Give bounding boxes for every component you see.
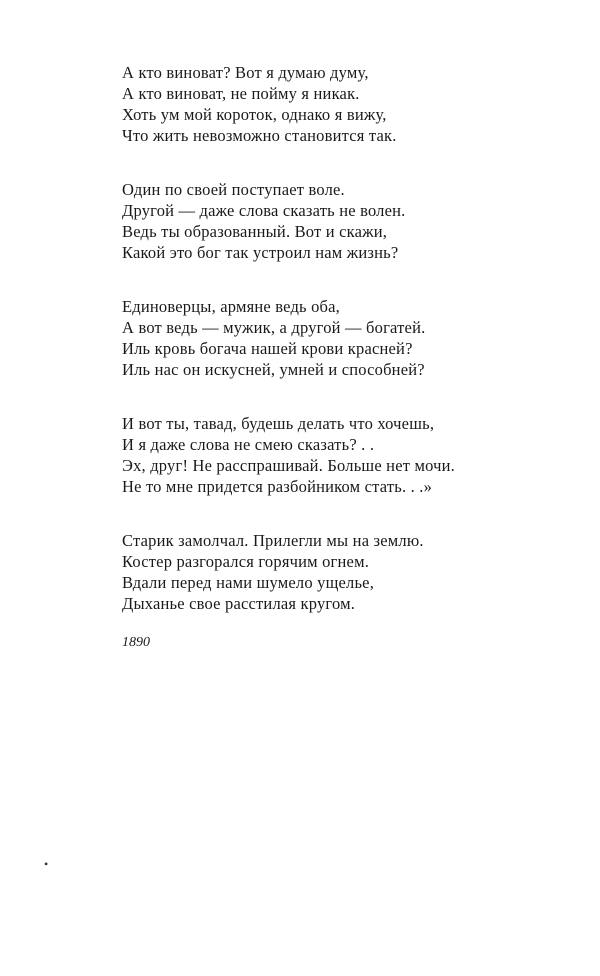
poem-line: И я даже слова не смею сказать? . .: [122, 435, 375, 454]
poem-line: Дыханье свое расстилая кругом.: [122, 594, 356, 613]
poem-line: Единоверцы, армяне ведь оба,: [122, 297, 340, 316]
poem-line: Другой — даже слова сказать не волен.: [122, 201, 406, 220]
stanza-2: [122, 179, 542, 263]
poem-line: Иль нас он искусней, умней и способней?: [122, 360, 425, 379]
stanza-3: [122, 296, 542, 380]
poem-line: А вот ведь — мужик, а другой — богатей.: [122, 318, 426, 337]
poem-line: Эх, друг! Не расспрашивай. Больше нет мочи.: [122, 456, 455, 475]
poem-line: Не то мне придется разбойником стать. . .»: [122, 477, 433, 496]
poem-line: Какой это бог так устроил нам жизнь?: [122, 243, 399, 262]
stanza-4: [122, 413, 542, 497]
poem: [122, 62, 542, 652]
poem-line: Ведь ты образованный. Вот и скажи,: [122, 222, 388, 241]
poem-line: Хоть ум мой короток, однако я вижу,: [122, 105, 387, 124]
poem-line: А кто виноват? Вот я думаю думу,: [122, 63, 369, 82]
stanza-1: [122, 62, 542, 146]
corner-mark: •: [44, 857, 49, 871]
poem-line: Один по своей поступает воле.: [122, 180, 345, 199]
poem-year: 1890: [122, 635, 150, 650]
poem-line: Старик замолчал. Прилегли мы на землю.: [122, 531, 424, 550]
poem-line: Иль кровь богача нашей крови красней?: [122, 339, 413, 358]
poem-line: Что жить невозможно становится так.: [122, 126, 397, 145]
poem-line: Костер разгорался горячим огнем.: [122, 552, 370, 571]
poem-line: Вдали перед нами шумело ущелье,: [122, 573, 375, 592]
stanza-5: [122, 530, 542, 614]
poem-line: А кто виноват, не пойму я никак.: [122, 84, 360, 103]
poem-line: И вот ты, тавад, будешь делать что хочешь,: [122, 414, 435, 433]
